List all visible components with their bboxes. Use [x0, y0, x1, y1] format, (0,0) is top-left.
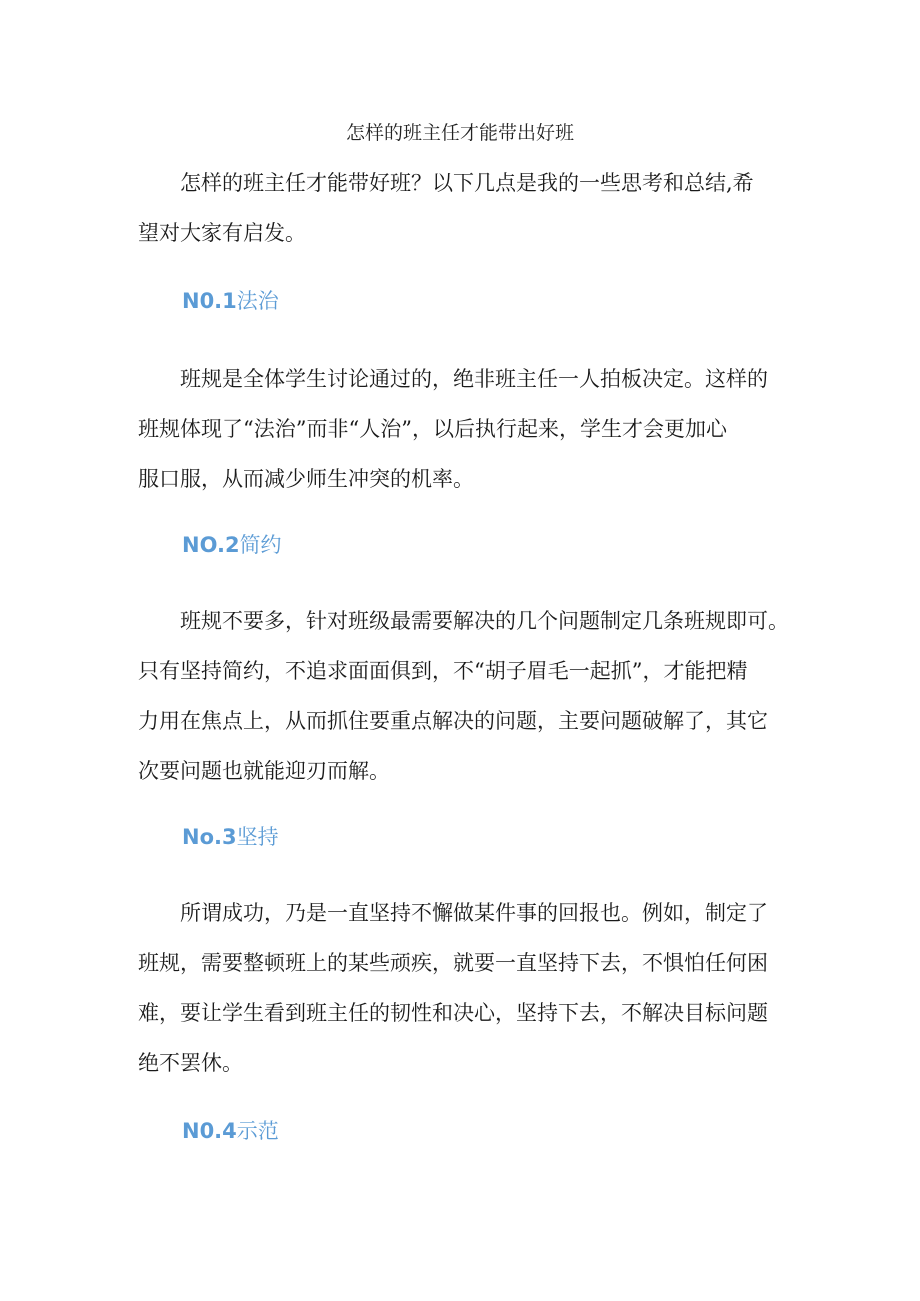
- section-3-paragraph: [138, 888, 798, 1088]
- section-number: NO.2: [182, 533, 240, 557]
- paragraph-line: 力用在焦点上，从而抓住要重点解决的问题，主要问题破解了，其它: [138, 709, 768, 733]
- section-heading-2: [182, 530, 282, 560]
- paragraph-line: 绝不罢休。: [138, 1051, 243, 1075]
- paragraph-line: 班规，需要整顿班上的某些顽疾，就要一直坚持下去，不惧怕任何困: [138, 951, 768, 975]
- section-1-paragraph: [138, 354, 798, 504]
- paragraph-line: 班规不要多，针对班级最需要解决的几个问题制定几条班规即可。: [180, 609, 789, 633]
- section-heading-4: [182, 1116, 279, 1146]
- section-number: No.3: [182, 825, 237, 849]
- paragraph-line: 班规体现了“法治”而非“人治”，以后执行起来，学生才会更加心: [138, 417, 727, 441]
- section-title: 简约: [239, 533, 282, 557]
- paragraph-line: 服口服，从而减少师生冲突的机率。: [138, 467, 474, 491]
- paragraph-line: 难，要让学生看到班主任的韧性和决心，坚持下去，不解决目标问题: [138, 1001, 768, 1025]
- section-title: 坚持: [236, 825, 279, 849]
- section-title: 示范: [236, 1119, 279, 1143]
- paragraph-line: 望对大家有启发。: [138, 221, 306, 245]
- paragraph-line: 怎样的班主任才能带好班？以下几点是我的一些思考和总结,希: [180, 171, 754, 195]
- document-title: 怎样的班主任才能带出好班: [345, 122, 574, 144]
- paragraph-line: 所谓成功，乃是一直坚持不懈做某件事的回报也。例如，制定了: [180, 901, 768, 925]
- section-heading-1: [182, 286, 279, 316]
- paragraph-line: 只有坚持简约，不追求面面俱到，不“胡子眉毛一起抓”，才能把精: [138, 659, 748, 683]
- section-2-paragraph: [138, 596, 798, 796]
- paragraph-line: 班规是全体学生讨论通过的，绝非班主任一人拍板决定。这样的: [180, 367, 768, 391]
- section-title: 法治: [236, 289, 279, 313]
- intro-paragraph: [138, 158, 798, 258]
- paragraph-line: 次要问题也就能迎刃而解。: [138, 759, 390, 783]
- section-number: N0.4: [182, 1119, 237, 1143]
- section-heading-3: [182, 822, 279, 852]
- section-number: N0.1: [182, 289, 237, 313]
